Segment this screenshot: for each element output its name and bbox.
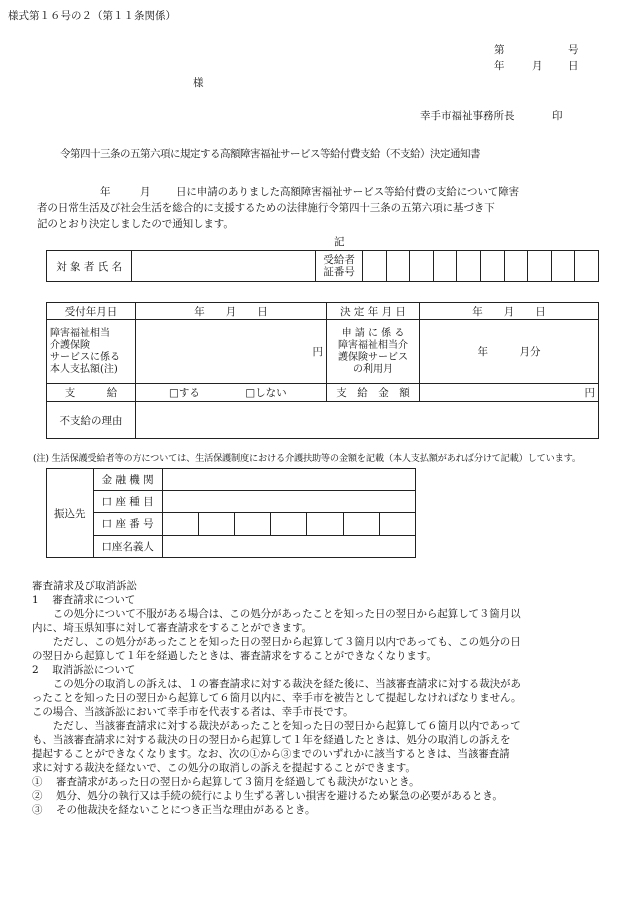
appeal-line: の翌日から起算して１年を経過したときは、審査請求をすることができなくなります。 <box>32 650 437 662</box>
received-date-label: 受付年月日 <box>47 303 136 320</box>
doc-number-prefix: 第 <box>494 44 505 56</box>
account-type-label: 口 座 種 目 <box>93 490 162 512</box>
payment-label: 支 給 <box>47 384 136 402</box>
appeal-line: ① 審査請求があった日の翌日から起算して３箇月を経過しても裁決がないとき。 <box>32 776 420 788</box>
intro-year: 年 <box>100 186 111 198</box>
subject-table <box>46 250 599 282</box>
decision-date-value[interactable]: 年 月 日 <box>420 303 599 320</box>
appeal-line: この処分について不服がある場合は、この処分があったことを知った日の翌日から起算して３箇月以 <box>32 608 521 620</box>
seal-mark: 印 <box>552 110 563 122</box>
appeal-line: ただし、当該審査請求に対する裁決があったことを知った日の翌日から起算して６箇月以内であって <box>32 720 521 732</box>
account-type-field[interactable] <box>162 490 415 512</box>
self-pay-label: 障害福祉相当 介護保険 サービスに係る 本人支払額(注) <box>47 320 136 384</box>
payment-amount-label: 支 給 金 額 <box>327 384 420 402</box>
form-label: 様式第１６号の２（第１１条関係） <box>8 10 176 22</box>
appeal-line: ったことを知った日の翌日から起算して６箇月以内に、幸手市を被告として提起しなければなりません。 <box>32 692 522 704</box>
date-month: 月 <box>532 60 543 72</box>
bank-name-field[interactable] <box>162 469 415 491</box>
cert-digit-cell[interactable] <box>457 251 481 282</box>
decision-table <box>46 302 599 439</box>
cert-digit-cell[interactable] <box>575 251 599 282</box>
payment-choice <box>136 384 327 402</box>
account-holder-label: 口座名義人 <box>93 536 162 558</box>
document-title: 令第四十三条の五第六項に規定する高額障害福祉サービス等給付費支給（不支給）決定通知書 <box>60 148 480 160</box>
appeal-line: ただし、この処分があったことを知った日の翌日から起算して３箇月以内であっても、この処分の日 <box>32 636 521 648</box>
cert-digit-cell[interactable] <box>480 251 504 282</box>
date-year: 年 <box>494 60 505 72</box>
appeal-line: この処分の取消しの訴えは、１の審査請求に対する裁決を経た後に、当該審査請求に対する裁決があ <box>32 678 521 690</box>
usage-month-label: 申 請 に 係 る 障害福祉相当介 護保険サービス の利用月 <box>327 320 420 384</box>
cert-digit-cell[interactable] <box>433 251 457 282</box>
account-holder-field[interactable] <box>162 536 415 558</box>
account-digit-cell[interactable] <box>379 512 415 535</box>
appeal-line: 内に、埼玉県知事に対して審査請求をすることができます。 <box>32 622 312 634</box>
bank-group-label: 振込先 <box>47 469 94 558</box>
appeal-line: 1 審査請求について <box>32 594 136 606</box>
reason-field[interactable] <box>136 402 599 439</box>
cert-digit-cell[interactable] <box>551 251 575 282</box>
payment-amount-field[interactable]: 円 <box>420 384 599 402</box>
appeal-line: ③ その他裁決を経ないことにつき正当な理由があるとき。 <box>32 804 316 816</box>
cert-digit-cell[interactable] <box>410 251 434 282</box>
account-digit-cell[interactable] <box>271 512 307 535</box>
addressee-suffix: 様 <box>193 77 204 89</box>
bank-table <box>46 468 416 558</box>
intro-line-1: 日に申請のありました高額障害福祉サービス等給付費の支給について障害 <box>176 186 519 198</box>
account-digit-cell[interactable] <box>307 512 343 535</box>
cert-digit-cell[interactable] <box>362 251 386 282</box>
intro-line-2: 者の日常生活及び社会生活を総合的に支援するための法律施行令第四十三条の五第六項に基づき下 <box>37 202 495 214</box>
payment-no-checkbox[interactable]: □しない <box>245 387 287 399</box>
cert-digit-cell[interactable] <box>386 251 410 282</box>
account-digit-cell[interactable] <box>235 512 271 535</box>
intro-line-3: 記のとおり決定しましたので通知します。 <box>37 218 234 230</box>
issuer-name: 幸手市福祉事務所長 <box>420 110 515 122</box>
account-digit-cell[interactable] <box>198 512 234 535</box>
account-digit-cell[interactable] <box>162 512 198 535</box>
usage-month-value[interactable]: 年 月分 <box>420 320 599 384</box>
appeal-line: 2 取消訴訟について <box>32 664 136 676</box>
payment-yes-checkbox[interactable]: □する <box>169 387 200 399</box>
date-day: 日 <box>568 60 579 72</box>
account-number-label: 口 座 番 号 <box>93 512 162 535</box>
decision-date-label: 決 定 年 月 日 <box>327 303 420 320</box>
cert-number-label: 受給者 証番号 <box>316 251 363 282</box>
subject-name-field[interactable] <box>132 251 316 282</box>
self-pay-amount-field[interactable]: 円 <box>136 320 327 384</box>
account-digit-cell[interactable] <box>343 512 379 535</box>
appeal-line: 提起することができなくなります。なお、次の①から③までのいずれかに該当するときは、当該審査請 <box>32 748 510 760</box>
ki-heading: 記 <box>334 236 345 248</box>
bank-name-label: 金 融 機 関 <box>93 469 162 491</box>
intro-month: 月 <box>140 186 151 198</box>
appeal-line: ② 処分、処分の執行又は手続の続行により生ずる著しい損害を避けるため緊急の必要があるとき。 <box>32 790 503 802</box>
doc-number-suffix: 号 <box>568 44 579 56</box>
reason-label: 不支給の理由 <box>47 402 136 439</box>
received-date-value[interactable]: 年 月 日 <box>136 303 327 320</box>
cert-digit-cell[interactable] <box>504 251 528 282</box>
note-text: (注) 生活保護受給者等の方については、生活保護制度における介護扶助等の金額を記載（本人支払額があれば分けて記載）しています。 <box>33 453 581 464</box>
appeal-line: 求に対する裁決を経ないで、この処分の取消しの訴えを提起することができます。 <box>32 762 416 774</box>
appeal-line: も、当該審査請求に対する裁決の日の翌日から起算して１年を経過したときは、処分の取消しの訴えを <box>32 734 511 746</box>
appeal-heading: 審査請求及び取消訴訟 <box>32 580 137 592</box>
cert-digit-cell[interactable] <box>528 251 552 282</box>
subject-name-label: 対 象 者 氏 名 <box>47 251 132 282</box>
appeal-line: この場合、当該訴訟において幸手市を代表する者は、幸手市長です。 <box>32 706 354 718</box>
